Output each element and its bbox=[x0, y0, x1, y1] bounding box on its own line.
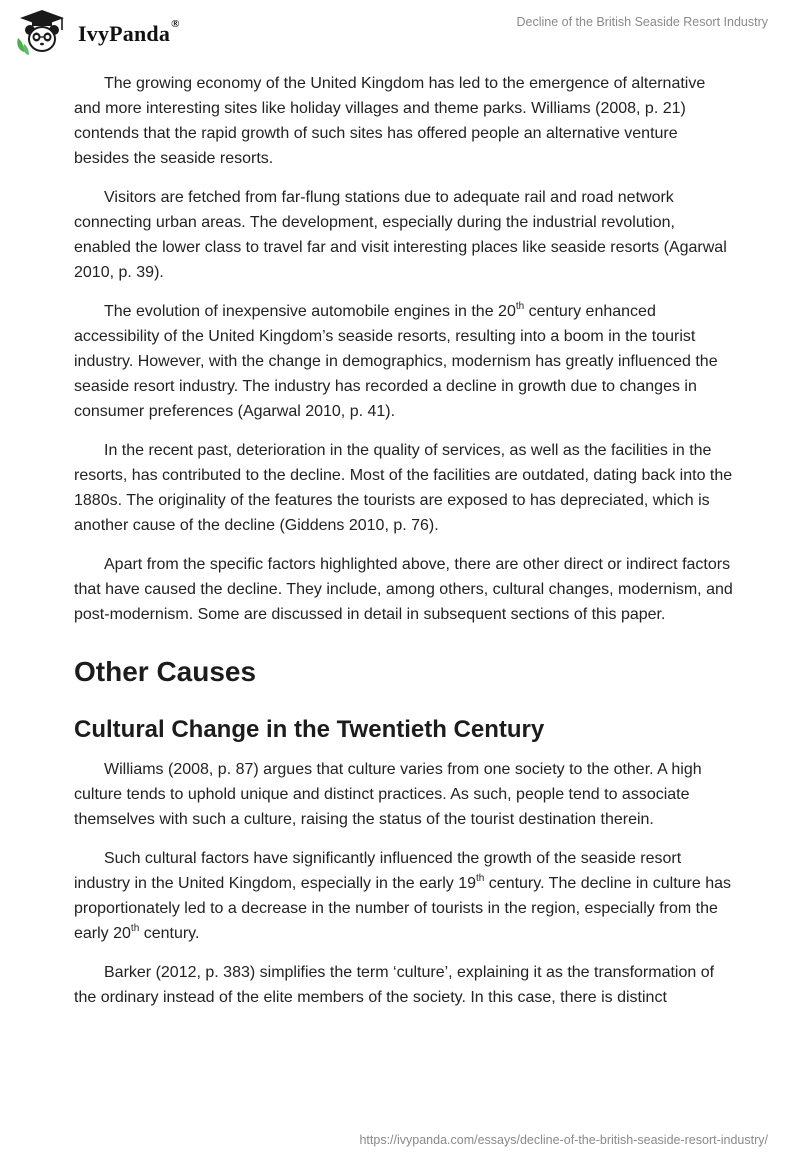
essay-body bbox=[74, 71, 734, 1024]
brand-name: IvyPanda® bbox=[78, 18, 180, 46]
panda-graduate-icon bbox=[14, 8, 70, 58]
subsection-heading: Cultural Change in the Twentieth Century bbox=[74, 716, 545, 743]
paragraph: Barker (2012, p. 383) simplifies the term ‘culture’, explaining it as the transformation of the ordinary instead of the elite members of the society. In this case, there is distinct bbox=[74, 964, 715, 1006]
paragraph: Apart from the specific factors highlighted above, there are other direct or indirect factors that have caused the decline. They include, among others, cultural changes, modernism, and post-modernism. Some are discussed in detail in subsequent sections of this paper. bbox=[74, 556, 733, 623]
document-title: Decline of the British Seaside Resort Industry bbox=[516, 15, 768, 29]
paragraph: Such cultural factors have significantly influenced the growth of the seaside resort industry in the United Kingdom, especially in the early 19th century. The decline in culture has proportionately led to a decrease in the number of tourists in the region, especially from the early 20th century. bbox=[74, 850, 731, 942]
paragraph: Williams (2008, p. 87) argues that culture varies from one society to the other. A high culture tends to uphold unique and distinct practices. As such, people tend to associate themselves with such a culture, raising the status of the tourist destination therein. bbox=[74, 761, 702, 828]
paragraph: In the recent past, deterioration in the quality of services, as well as the facilities in the resorts, has contributed to the decline. Most of the facilities are outdated, dating back into the 1880s. The originality of the features the tourists are exposed to has depreciated, which is another cause of the decline (Giddens 2010, p. 76). bbox=[74, 442, 733, 534]
ivypanda-logo[interactable] bbox=[14, 8, 214, 58]
source-url[interactable]: https://ivypanda.com/essays/decline-of-the-british-seaside-resort-industry/ bbox=[359, 1133, 768, 1147]
section-heading: Other Causes bbox=[74, 656, 257, 687]
paragraph: The growing economy of the United Kingdom has led to the emergence of alternative and more interesting sites like holiday villages and theme parks. Williams (2008, p. 21) contends that the rapid growth of such sites has offered people an alternative venture besides the seaside resorts. bbox=[74, 75, 706, 167]
paragraph: Visitors are fetched from far-flung stations due to adequate rail and road network connecting urban areas. The development, especially during the industrial revolution, enabled the lower class to travel far and visit interesting places like seaside resorts (Agarwal 2010, p. 39). bbox=[74, 189, 727, 281]
page-header bbox=[0, 0, 800, 70]
paragraph: The evolution of inexpensive automobile engines in the 20th century enhanced accessibility of the United Kingdom’s seaside resorts, resulting into a boom in the tourist industry. However, with the change in demographics, modernism has greatly influenced the seaside resort industry. The industry has recorded a decline in growth due to changes in consumer preferences (Agarwal 2010, p. 41). bbox=[74, 300, 718, 420]
